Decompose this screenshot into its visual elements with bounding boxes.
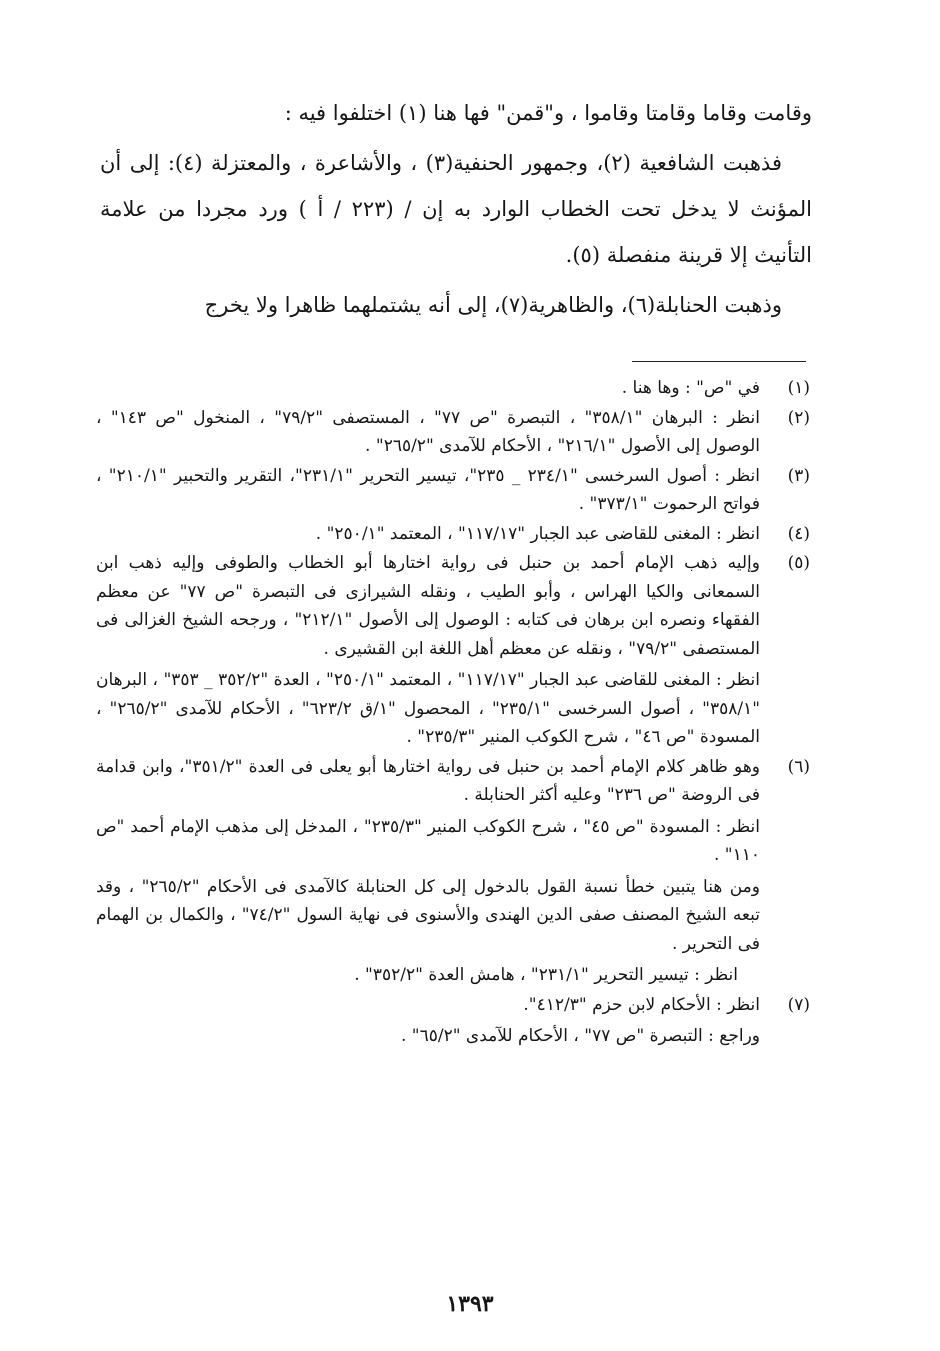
footnote-number: (٢) <box>787 407 810 428</box>
footnote-number: (٧) <box>787 994 810 1015</box>
footnote-body <box>96 549 760 752</box>
footnote-body <box>96 404 760 461</box>
footnote-text: انظر : البرهان "٣٥٨/١" ، التبصرة "ص ٧٧" ، المستصفى "٧٩/٢" ، المنخول "ص ١٤٣" ، الوصول إلى الأصول "٢١٦/١" ، الأحكام للآمدى "٢٦٥/٢" . <box>96 407 760 456</box>
footnote-1 <box>96 374 810 403</box>
main-paragraph-2: فذهبت الشافعية (٢)، وجمهور الحنفية(٣) ، والأشاعرة ، والمعتزلة (٤): إلى أن المؤنث لا يدخل تحت الخطاب الوارد به إن / (٢٢٣ / أ ) ورد مجردا من علامة التأنيث إلا قرينة منفصلة (٥). <box>100 151 812 267</box>
footnote-text: انظر : المسودة "ص ٤٥" ، شرح الكوكب المنير "٢٣٥/٣" ، المدخل إلى مذهب الإمام أحمد "ص ١١٠" . <box>96 816 760 865</box>
footnote-text: انظر : أصول السرخسى "٢٣٤/١ _ ٢٣٥"، تيسير التحرير "٢٣١/١"، التقرير والتحبير "٢١٠/١" ، فواتح الرحموت "٣٧٣/١" . <box>96 465 761 514</box>
footnote-body <box>96 374 760 403</box>
footnote-4 <box>96 520 810 549</box>
footnote-body <box>96 462 760 519</box>
footnote-text: انظر : المغنى للقاضى عبد الجبار "١١٧/١٧" ، المعتمد "٢٥٠/١" . <box>315 523 760 544</box>
footnote-body <box>96 520 760 549</box>
main-text <box>100 90 812 328</box>
footnote-separator <box>632 361 806 362</box>
footnote-number: (١) <box>787 378 810 398</box>
footnote-text: ومن هنا يتبين خطأ نسبة القول بالدخول إلى كل الحنابلة كالآمدى فى الأحكام "٢٦٥/٢" ، وقد تبعه الشيخ المصنف صفى الدين الهندى والأسنوى فى نهاية السول "٧٤/٢" ، والكمال بن الهمام فى التحرير . <box>96 876 760 954</box>
footnote-number: (٥) <box>787 553 810 573</box>
footnote-number: (٦) <box>787 756 810 777</box>
footnote-text: في "ص" : وها هنا . <box>621 378 760 398</box>
footnote-body <box>96 753 760 990</box>
footnote-body <box>96 991 760 1051</box>
footnote-7 <box>96 991 810 1051</box>
footnote-5 <box>96 549 810 752</box>
footnote-text: وهو ظاهر كلام الإمام أحمد بن حنبل فى رواية اختارها أبو يعلى فى العدة "٣٥١/٢"، وابن قدامة فى الروضة "ص ٢٣٦" وعليه أكثر الحنابلة . <box>96 756 760 805</box>
footnote-text: وإليه ذهب الإمام أحمد بن حنبل فى رواية اختارها أبو الخطاب والطوفى وإليه ذهب ابن السمعانى والكيا الهراس ، وأبو الطيب ، ونقله الشيرازى فى التبصرة "ص ٧٧" عن معظم الفقهاء ونصره ابن برهان فى كتابه : الوصول إلى الأصول "٢١٢/١" ، ورجحه الشيخ الغزالى فى المستصفى "٧٩/٢" ، ونقله عن معظم أهل اللغة ابن القشيرى . <box>96 553 760 659</box>
footnote-number: (٤) <box>787 523 810 544</box>
footnotes <box>96 374 810 1052</box>
footnote-text: انظر : المغنى للقاضى عبد الجبار "١١٧/١٧" ، المعتمد "٢٥٠/١" ، العدة "٣٥٢/٢ _ ٣٥٣" ، البرهان "٣٥٨/١" ، أصول السرخسى "٢٣٥/١" ، المحصول "١/ق ٦٢٣/٢" ، الأحكام للآمدى "٢٦٥/٢" ، المسودة "ص ٤٦" ، شرح الكوكب المنير "٢٣٥/٣" . <box>96 670 761 747</box>
page-number: ١٣٩٣ <box>446 1291 494 1317</box>
footnote-6 <box>96 753 810 990</box>
footnote-text: انظر : الأحكام لابن حزم "٤١٢/٣". <box>523 994 760 1015</box>
footnote-text: انظر : تيسير التحرير "٢٣١/١" ، هامش العدة "٣٥٢/٢" . <box>354 965 738 985</box>
footnote-number: (٣) <box>787 465 810 486</box>
footnote-3 <box>96 462 810 519</box>
footnote-text: وراجع : التبصرة "ص ٧٧" ، الأحكام للآمدى "٦٥/٢" . <box>400 1026 760 1046</box>
main-paragraph-3: وذهبت الحنابلة(٦)، والظاهرية(٧)، إلى أنه يشتملهما ظاهرا ولا يخرج <box>204 293 782 317</box>
main-paragraph-1: وقامت وقاما وقامتا وقاموا ، و"قمن" فها هنا (١) اختلفوا فيه : <box>284 101 812 125</box>
footnote-2 <box>96 404 810 461</box>
